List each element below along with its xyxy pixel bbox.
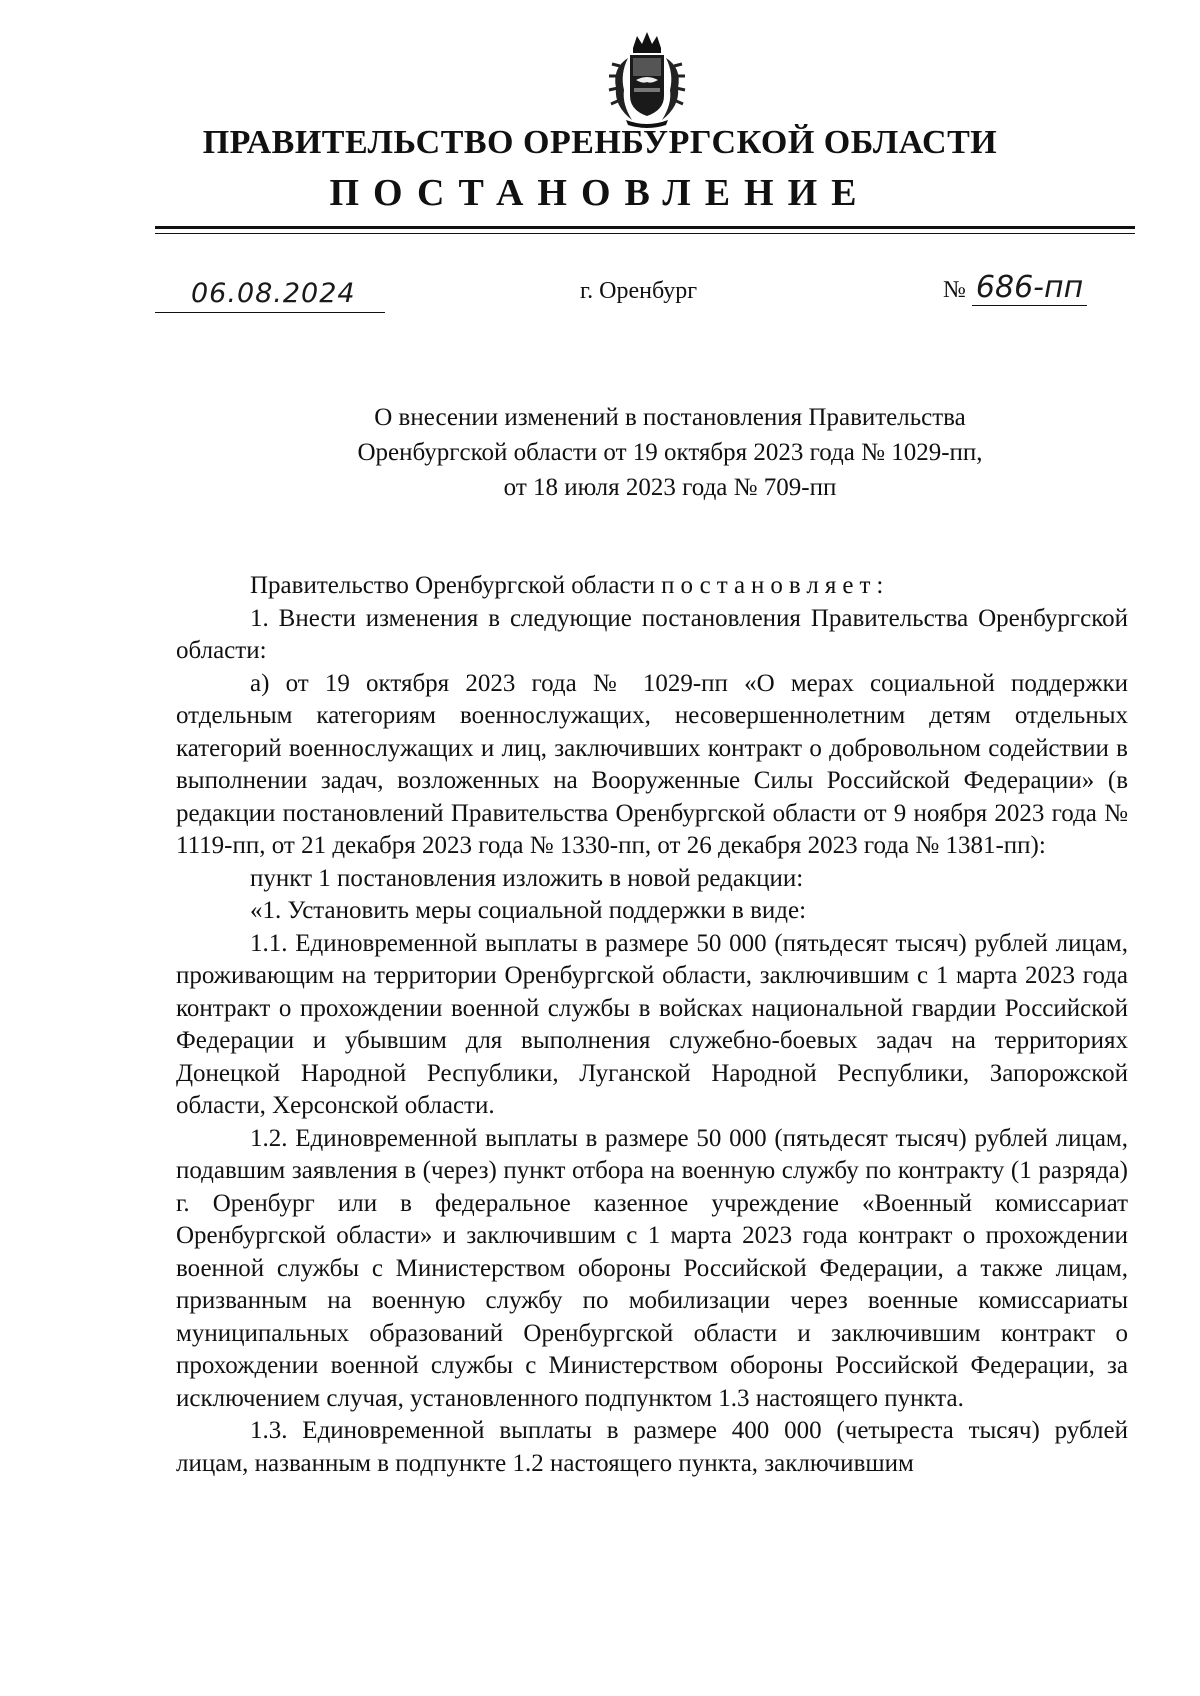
- header-divider: [155, 226, 1135, 229]
- body-paragraph: а) от 19 октября 2023 года № 1029-пп «О мерах социальной поддержки отдельным категориям военнослужащих, несовершеннолетним детям отдельных категорий военнослужащих и лиц, заключивших контракт о добровольном содействии в выполнении задач, возложенных на Вооруженные Силы Российской Федерации» (в редакции постановлений Правительства Оренбургской области от 9 ноября 2023 года № 1119-пп, от 21 декабря 2023 года № 1330-пп, от 26 декабря 2023 года № 1381-пп):: [176, 669, 1128, 859]
- subject-line: Оренбургской области от 19 октября 2023 года № 1029-пп,: [357, 439, 983, 466]
- subject-line: О внесении изменений в постановления Правительства: [374, 404, 966, 431]
- body-paragraph: пункт 1 постановления изложить в новой редакции:: [250, 864, 804, 892]
- handwritten-date: 06.08.2024: [191, 278, 356, 309]
- header-divider-thin: [155, 233, 1135, 234]
- intro-paragraph: [176, 570, 1128, 603]
- document-type-title: ПОСТАНОВЛЕНИЕ: [329, 172, 871, 214]
- body-paragraph: 1. Внести изменения в следующие постановления Правительства Оренбургской области:: [176, 604, 1128, 664]
- handwritten-number: 686-пп: [972, 270, 1087, 306]
- city-label: г. Оренбург: [580, 278, 698, 304]
- subject-line: от 18 июля 2023 года № 709-пп: [503, 474, 837, 501]
- body-paragraph: 1.3. Единовременной выплаты в размере 400 000 (четыреста тысяч) рублей лицам, названным в подпункте 1.2 настоящего пункта, заключившим: [176, 1417, 1128, 1477]
- orenburg-coat-of-arms-icon: [606, 28, 688, 128]
- document-body: [176, 570, 1128, 1480]
- body-paragraph: 1.2. Единовременной выплаты в размере 50 000 (пятьдесят тысяч) рублей лицам, подавшим заявления в (через) пункт отбора на военную службу по контракту (1 разряда) г. Оренбург или в федеральное казенное учреждение «Военный комиссариат Оренбургской области» и заключившим с 1 марта 2023 года контракт о прохождении военной службы с Министерством обороны Российской Федерации, а также лицам, призванным на военную службу по мобилизации через военные комиссариаты муниципальных образований Оренбургской области и заключившим контракт о прохождении военной службы с Министерством обороны Российской Федерации, за исключением случая, установленного подпунктом 1.3 настоящего пункта.: [176, 1124, 1128, 1412]
- body-paragraph: «1. Установить меры социальной поддержки в виде:: [250, 897, 807, 924]
- document-number: [943, 270, 1087, 306]
- intro-prefix: Правительство Оренбургской области: [250, 572, 655, 599]
- date-field: [155, 278, 385, 313]
- document-subject: [240, 400, 1100, 505]
- government-title: ПРАВИТЕЛЬСТВО ОРЕНБУРГСКОЙ ОБЛАСТИ: [202, 124, 998, 161]
- body-paragraph: 1.1. Единовременной выплаты в размере 50 000 (пятьдесят тысяч) рублей лицам, проживающим на территории Оренбургской области, заключившим с 1 марта 2023 года контракт о прохождении военной службы в войсках национальной гвардии Российской Федерации и убывшим для выполнения служебно-боевых задач на территориях Донецкой Народной Республики, Луганской Народной Республики, Запорожской области, Херсонской области.: [176, 929, 1128, 1119]
- intro-verb: постановляет:: [661, 572, 890, 599]
- number-sign: №: [943, 277, 966, 303]
